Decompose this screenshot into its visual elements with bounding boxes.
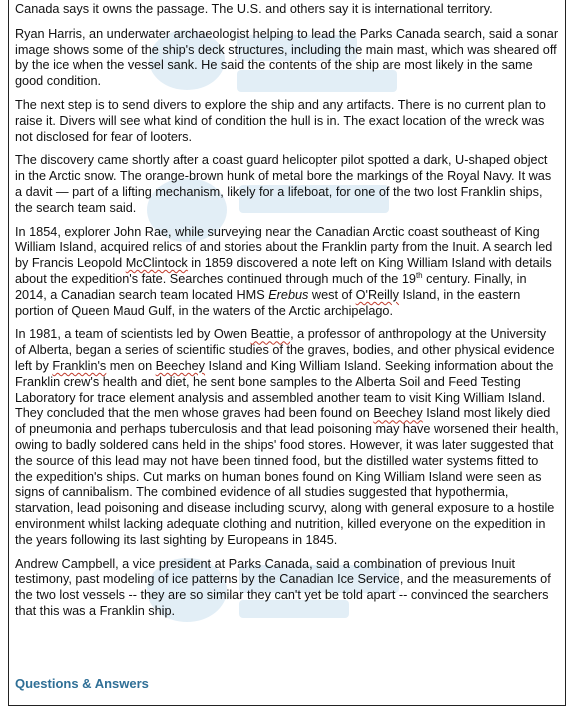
text-segment: In 1981, a team of scientists led by Owen xyxy=(15,327,251,342)
spellcheck-word: O'Reilly xyxy=(355,287,399,302)
text-segment: in 1859 discovered a note left on King William Island with details about the expedition's fate. Searches continued through much of the 19 xyxy=(15,256,552,286)
text-segment: west of xyxy=(308,287,356,302)
text-segment: Island, in the eastern portion of Queen Maud Gulf, in the waters of the Arctic archipelago. xyxy=(15,287,521,318)
paragraph-discovery: The discovery came shortly after a coast guard helicopter pilot spotted a dark, U-shaped object in the Arctic snow. The orange-brown hunk of metal bore the markings of the Royal Navy. It was a davit — part of a lifting mechanism, likely for a lifeboat, for one of the two lost Franklin ships, the search team said. xyxy=(15,153,552,215)
paragraph-ryan-harris: Ryan Harris, an underwater archaeologist helping to lead the Parks Canada search, said a sonar image shows some of the ship's deck structures, including the main mast, which was sheared off by the ice when the vessel sank. He said the contents of the ship are most likely in the same good condition. xyxy=(15,26,559,89)
text-segment: men on xyxy=(106,358,156,373)
text-segment: , a professor of anthropology at the University of Alberta, began a series of scientific studies of the graves, bodies, and other physical evidence left by xyxy=(15,327,555,373)
paragraph-next-step: The next step is to send divers to explore the ship and any artifacts. There is no current plan to raise it. Divers will see what kind of condition the hull is in. The exact location of the wreck was not disclosed for fear of looters. xyxy=(15,97,546,144)
article-body xyxy=(9,0,565,620)
document-frame xyxy=(8,0,566,706)
text-segment: Island and King William Island. Seeking information about the Franklin crew's health and diet, he sent bone samples to the Alberta Soil and Feed Testing Laboratory for trace element analysis and assembled another team to visit King William Island. They concluded that the men whose graves had been found on xyxy=(15,358,554,421)
section-heading-questions-answers: Questions & Answers xyxy=(15,676,149,691)
text-segment: century. Finally, in 2014, a Canadian search team located HMS xyxy=(15,271,527,302)
spellcheck-word: Beattie xyxy=(250,327,291,342)
text-segment: In 1854, explorer John Rae, while surveying near the Canadian Arctic coast southeast of King William Island, acquired relics of and stories about the Franklin party from the Inuit. A search led by Francis Leopold xyxy=(15,224,553,271)
spellcheck-word: Franklin's xyxy=(52,358,107,373)
paragraph-history-1854 xyxy=(15,225,559,320)
ship-name-erebus: Erebus xyxy=(268,287,309,302)
paragraph-andrew-campbell: Andrew Campbell, a vice president at Parks Canada, said a combination of previous Inuit testimony, past modeling of ice patterns by the Canadian Ice Service, and the measurements of the two lost vessels -- they are so similar they can't yet be told apart -- convinced the searchers that this was a Franklin ship. xyxy=(15,556,551,618)
spellcheck-word: Beechey xyxy=(373,406,423,421)
spellcheck-word: Beechey xyxy=(155,358,206,373)
paragraph-territory: Canada says it owns the passage. The U.S. and others say it is international territory. xyxy=(15,2,493,16)
text-segment: Island most likely died of pneumonia and perhaps tuberculosis and that lead poisoning may have worsened their health, owing to badly soldered cans held in the ships' food stores. However, it was later suggested that the source of this lead may not have been tinned food, but the distilled water systems fitted to the expedition's ships. Cut marks on human bones found on King William Island were seen as signs of cannibalism. The combined evidence of all studies suggested that hypothermia, starvation, lead poisoning and disease including scurvy, along with general exposure to a hostile environment whilst lacking adequate clothing and nutrition, killed everyone on the expedition in the years following its last sighting by Europeans in 1845. xyxy=(15,406,559,547)
paragraph-1981-study xyxy=(15,327,559,548)
spellcheck-word: McClintock xyxy=(125,256,188,271)
superscript-ordinal: th xyxy=(415,270,423,280)
